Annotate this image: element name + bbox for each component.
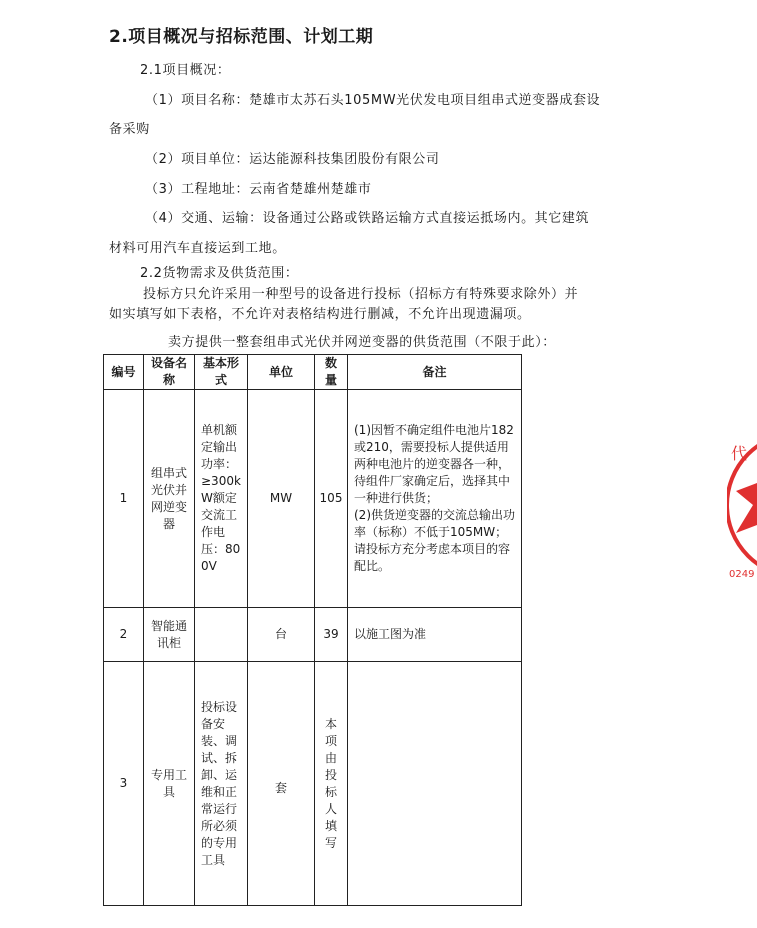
- project-name-line1: （1）项目名称：楚雄市太苏石头105MW光伏发电项目组串式逆变器成套设: [145, 93, 601, 108]
- header-name: 设备名称: [144, 355, 195, 390]
- seal-text-bottom: 0249: [729, 569, 755, 580]
- row2-form: [195, 608, 248, 662]
- header-note: 备注: [348, 355, 522, 390]
- row2-no: 2: [104, 608, 144, 662]
- transport-line2: 材料可用汽车直接运到工地。: [109, 241, 286, 256]
- row2-note: 以施工图为准: [348, 608, 522, 662]
- row3-no: 3: [104, 662, 144, 906]
- table-caption: 卖方提供一整套组串式光伏并网逆变器的供货范围（不限于此）：: [168, 335, 556, 350]
- header-no: 编号: [104, 355, 144, 390]
- transport-line1: （4）交通、运输：设备通过公路或铁路运输方式直接运抵场内。其它建筑: [145, 211, 590, 226]
- row3-note: [348, 662, 522, 906]
- row1-form: 单机额定输出功率：≥300kW额定交流工作电压：800V: [195, 390, 248, 608]
- row1-note-2: (2)供货逆变器的交流总输出功率（标称）不低于105MW；请投标方充分考虑本项目的容配比。: [354, 508, 515, 573]
- project-address: （3）工程地址：云南省楚雄州楚雄市: [145, 182, 372, 197]
- seal-stamp-graphic: [727, 425, 757, 585]
- row3-form: 投标设备安装、调试、拆卸、运维和正常运行所必须的专用工具: [195, 662, 248, 906]
- table-header-row: [104, 355, 522, 390]
- row1-name: 组串式光伏并网逆变器: [144, 390, 195, 608]
- header-unit: 单位: [248, 355, 315, 390]
- subsection-2-1: 2.1项目概况：: [140, 63, 231, 78]
- row2-name: 智能通讯柜: [144, 608, 195, 662]
- row1-note: [348, 390, 522, 608]
- row3-unit: 套: [248, 662, 315, 906]
- project-name-line2: 备采购: [109, 122, 150, 137]
- table-row: [104, 608, 522, 662]
- table-row: [104, 390, 522, 608]
- supply-table: [103, 354, 522, 906]
- subsection-2-2: 2.2货物需求及供货范围：: [140, 266, 299, 281]
- row2-qty: 39: [315, 608, 348, 662]
- table-row: [104, 662, 522, 906]
- supply-para-line2: 如实填写如下表格，不允许对表格结构进行删减，不允许出现遗漏项。: [109, 307, 531, 322]
- header-qty: 数量: [315, 355, 348, 390]
- header-form: 基本形式: [195, 355, 248, 390]
- supply-para-line1: 投标方只允许采用一种型号的设备进行投标（招标方有特殊要求除外）并: [143, 287, 579, 302]
- seal-text-top: 代: [731, 444, 748, 463]
- section-heading: 2.项目概况与招标范围、计划工期: [109, 27, 374, 47]
- row2-unit: 台: [248, 608, 315, 662]
- row1-note-1: (1)因暂不确定组件电池片182或210，需要投标人提供适用两种电池片的逆变器各一种，待组件厂家确定后，选择其中一种进行供货；: [354, 423, 514, 505]
- row1-no: 1: [104, 390, 144, 608]
- seal-stamp: [727, 425, 757, 585]
- row1-qty: 105: [315, 390, 348, 608]
- row1-unit: MW: [248, 390, 315, 608]
- project-unit: （2）项目单位：运达能源科技集团股份有限公司: [145, 152, 440, 167]
- row3-qty: 本项由投标人填写: [315, 662, 348, 906]
- row3-name: 专用工具: [144, 662, 195, 906]
